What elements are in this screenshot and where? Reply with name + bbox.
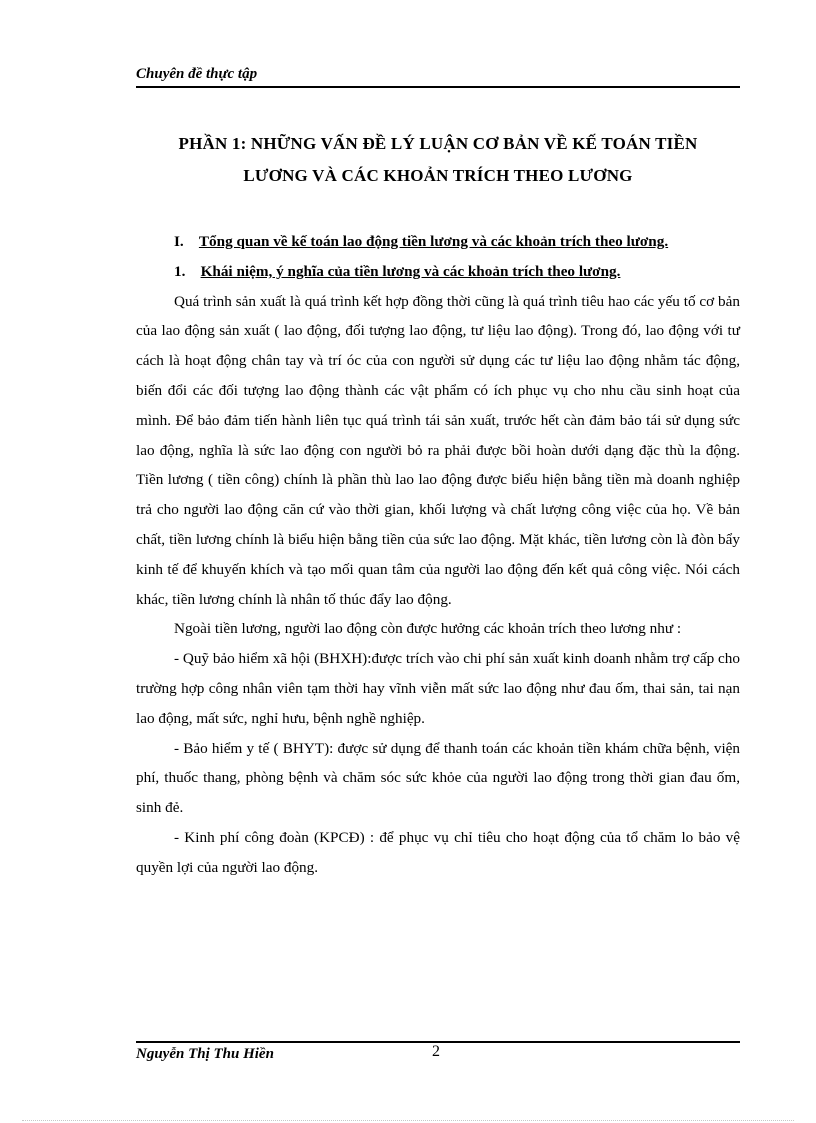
footer-author: Nguyễn Thị Thu Hiền — [136, 1046, 274, 1062]
chapter-title-line-1: PHẦN 1: NHỮNG VẤN ĐỀ LÝ LUẬN CƠ BẢN VỀ KẾ TOÁN TIỀN — [178, 134, 698, 153]
subsection-title: Khái niệm, ý nghĩa của tiền lương và các khoản trích theo lương. — [200, 262, 621, 280]
page-bottom-divider — [22, 1120, 794, 1121]
chapter-title-line-2: LƯƠNG VÀ CÁC KHOẢN TRÍCH THEO LƯƠNG — [243, 166, 633, 185]
page-header — [136, 66, 740, 88]
subsection-heading — [136, 257, 740, 287]
section-title: Tổng quan về kế toán lao động tiền lương và các khoản trích theo lương. — [198, 233, 669, 250]
page-footer — [136, 1041, 740, 1069]
header-text: Chuyên đề thực tập — [136, 66, 258, 82]
chapter-title — [136, 128, 740, 192]
section-number: I. — [174, 233, 184, 250]
body-content — [136, 227, 740, 883]
bullet-kpcd: - Kinh phí công đoàn (KPCĐ) : để phục vụ chỉ tiêu cho hoạt động của tổ chăm lo bảo vệ quyền lợi của người lao động. — [136, 828, 740, 876]
paragraph-definition: Quá trình sản xuất là quá trình kết hợp đồng thời cũng là quá trình tiêu hao các yếu tố cơ bản của lao động sản xuất ( lao động, đối tượng lao động, tư liệu lao động). Trong đó, lao động với tư cách là hoạt động chân tay và trí óc của con người sử dụng các tư liệu lao động nhằm tác động, biến đổi các đối tượng lao động thành các vật phẩm có ích phục vụ cho nhu cầu sinh hoạt của mình. Để bảo đảm tiến hành liên tục quá trình tái sản xuất, trước hết càn đảm bảo tái sử dụng sức lao động, nghĩa là sức lao động con người bỏ ra phải được bồi hoàn dưới dạng đặc thù la động. Tiền lương ( tiền công) chính là phần thù lao lao động được biểu hiện bằng tiền mà doanh nghiệp trả cho người lao động căn cứ vào thời gian, khối lượng và chất lượng công việc của họ. Về bản chất, tiền lương chính là biểu hiện bằng tiền của sức lao động. Mặt khác, tiền lương còn là đòn bẩy kinh tế để khuyến khích và tạo mối quan tâm của người lao động đến kết quả công việc. Nói cách khác, tiền lương chính là nhân tố thúc đẩy lao động. — [136, 292, 740, 608]
bullet-bhxh: - Quỹ bảo hiểm xã hội (BHXH):được trích vào chi phí sản xuất kinh doanh nhằm trợ cấp cho trường hợp công nhân viên tạm thời hay vĩnh viễn mất sức lao động như đau ốm, thai sản, tai nạn lao động, mất sức, nghỉ hưu, bệnh nghề nghiệp. — [136, 650, 740, 727]
section-heading — [136, 227, 740, 257]
subsection-number: 1. — [174, 262, 186, 280]
bullet-bhyt: - Bảo hiểm y tế ( BHYT): được sử dụng để thanh toán các khoản tiền khám chữa bệnh, viện phí, thuốc thang, phòng bệnh và chăm sóc sức khỏe của người lao động trong thời gian đau ốm, sinh đẻ. — [136, 739, 740, 817]
paragraph-deductions-intro: Ngoài tiền lương, người lao động còn được hưởng các khoản trích theo lương như : — [174, 620, 682, 638]
page-number: 2 — [432, 1043, 440, 1060]
